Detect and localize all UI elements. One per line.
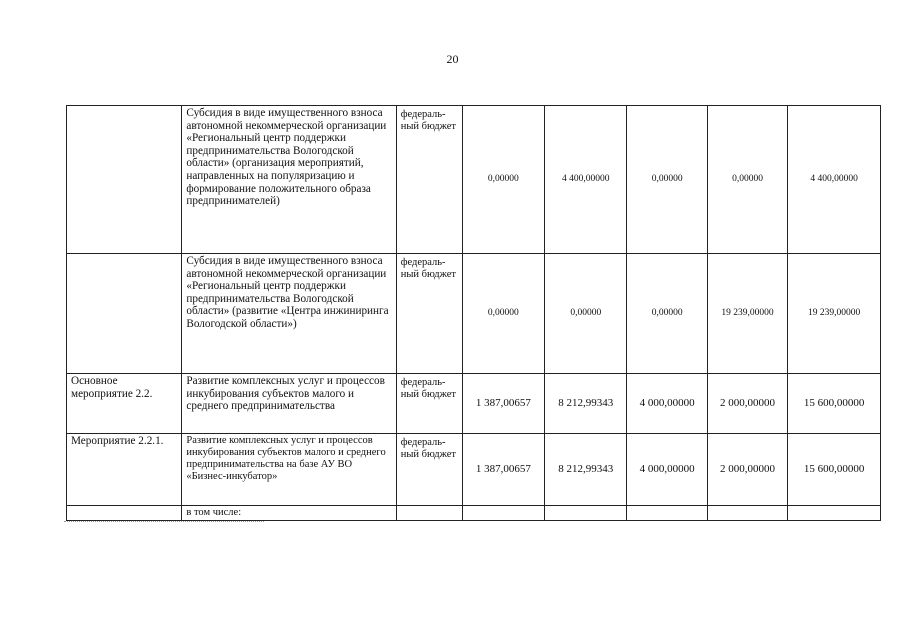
table-row [67,106,881,254]
value-cell: 0,00000 [627,106,707,254]
value-cell: 15 600,00000 [788,434,881,506]
funding-source-cell: федераль-ный бюджет [396,106,462,254]
activity-cell [67,106,182,254]
table-row [67,254,881,374]
funding-source-cell: федераль-ный бюджет [396,254,462,374]
page-number: 20 [446,52,459,66]
table-row [67,434,881,506]
value-cell: 2 000,00000 [707,374,787,434]
description-cell: Субсидия в виде имущественного взноса автономной некоммерческой организации «Региональный центр поддержки предпринимательства Вологодской области» (развитие «Центра инжиниринга Вологодской области») [182,254,396,374]
table-row [67,506,881,521]
value-cell: 0,00000 [627,254,707,374]
value-cell: 8 212,99343 [545,374,627,434]
value-cell: 15 600,00000 [788,374,881,434]
value-cell: 4 400,00000 [788,106,881,254]
activity-cell: Основное мероприятие 2.2. [67,374,182,434]
value-cell [707,506,787,521]
value-cell [545,506,627,521]
description-cell: Субсидия в виде имущественного взноса автономной некоммерческой организации «Региональный центр поддержки предпринимательства Вологодской области» (организация мероприятий, направленных на популяризацию и формирование положительного образа предпринимателей) [182,106,396,254]
value-cell: 8 212,99343 [545,434,627,506]
value-cell: 2 000,00000 [707,434,787,506]
value-cell [627,506,707,521]
value-cell: 19 239,00000 [788,254,881,374]
value-cell: 0,00000 [462,254,544,374]
value-cell: 0,00000 [462,106,544,254]
value-cell: 1 387,00657 [462,374,544,434]
funding-source-cell [396,506,462,521]
value-cell: 1 387,00657 [462,434,544,506]
value-cell: 4 400,00000 [545,106,627,254]
value-cell: 4 000,00000 [627,434,707,506]
description-cell: в том числе: [182,506,396,521]
activity-cell [67,254,182,374]
activity-cell: Мероприятие 2.2.1. [67,434,182,506]
table-row [67,374,881,434]
value-cell [788,506,881,521]
value-cell: 19 239,00000 [707,254,787,374]
description-cell: Развитие комплексных услуг и процессов инкубирования субъектов малого и среднего предпринимательства [182,374,396,434]
scan-artifact [64,521,264,528]
funding-source-cell: федераль-ный бюджет [396,434,462,506]
value-cell: 0,00000 [545,254,627,374]
funding-source-cell: федераль-ный бюджет [396,374,462,434]
value-cell: 4 000,00000 [627,374,707,434]
value-cell [462,506,544,521]
activity-cell [67,506,182,521]
value-cell: 0,00000 [707,106,787,254]
description-cell: Развитие комплексных услуг и процессов инкубирования субъектов малого и среднего предпринимательства на базе АУ ВО «Бизнес-инкубатор» [182,434,396,506]
budget-table [66,105,881,521]
